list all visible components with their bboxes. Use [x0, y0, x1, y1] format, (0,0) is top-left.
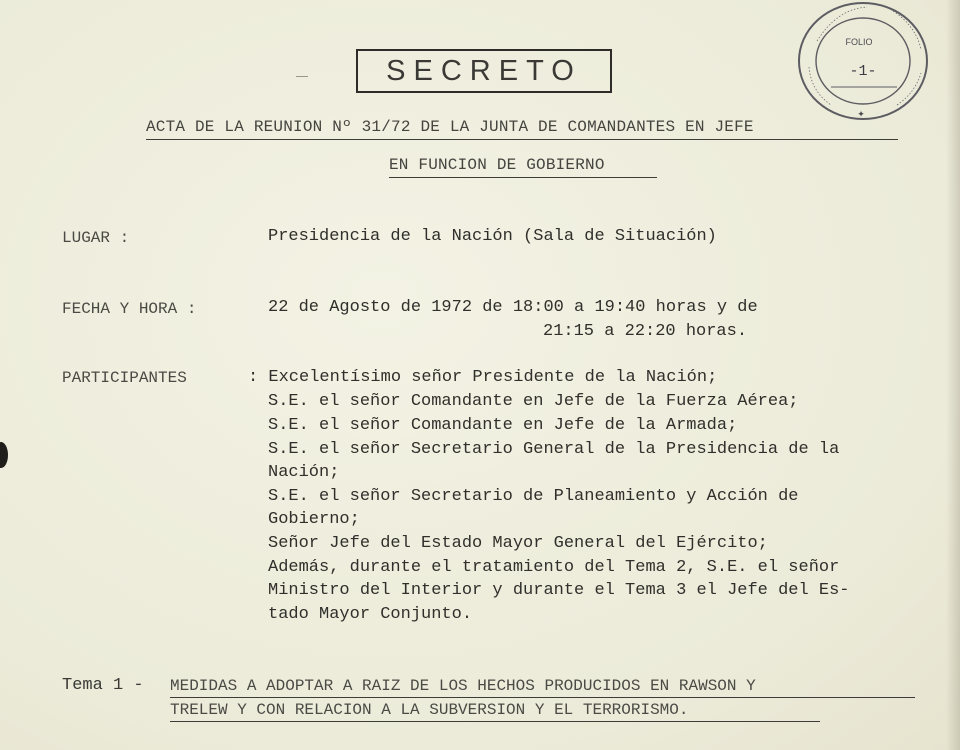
fecha-line-1: 22 de Agosto de 1972 de 18:00 a 19:40 horas y de	[268, 298, 758, 317]
margin-mark	[296, 76, 308, 77]
classification-text: SECRETO	[386, 54, 582, 87]
tema-1-underline-2	[170, 721, 820, 722]
participantes-line: Ministro del Interior y durante el Tema 3 el Jefe del Es-	[268, 581, 850, 600]
participantes-line: S.E. el señor Comandante en Jefe de la Fuerza Aérea;	[268, 392, 799, 411]
participantes-line: Gobierno;	[268, 510, 360, 529]
folio-label: FOLIO	[845, 37, 873, 47]
lugar-label: LUGAR :	[62, 229, 130, 247]
title-underline-1	[146, 139, 898, 140]
title-underline-2	[389, 177, 657, 178]
lugar-value: Presidencia de la Nación (Sala de Situación)	[268, 227, 717, 246]
folio-star-icon: ✦	[857, 109, 865, 119]
fecha-line-2: 21:15 a 22:20 horas.	[543, 322, 748, 341]
fecha-label: FECHA Y HORA :	[62, 300, 197, 318]
tema-1-underline-1	[170, 697, 915, 698]
participantes-label: PARTICIPANTES	[62, 369, 187, 387]
participantes-line: S.E. el señor Secretario de Planeamiento y Acción de	[268, 487, 799, 506]
minutes-subtitle: EN FUNCION DE GOBIERNO	[389, 156, 605, 174]
participantes-line: S.E. el señor Comandante en Jefe de la Armada;	[268, 416, 738, 435]
participantes-line: : Excelentísimo señor Presidente de la Nación;	[248, 368, 718, 387]
participantes-line: Además, durante el tratamiento del Tema 2, S.E. el señor	[268, 558, 840, 577]
minutes-title: ACTA DE LA REUNION Nº 31/72 DE LA JUNTA DE COMANDANTES EN JEFE	[146, 118, 754, 136]
classification-stamp	[356, 49, 612, 93]
page-edge-shadow	[946, 0, 960, 750]
tema-1-heading-line-1: MEDIDAS A ADOPTAR A RAIZ DE LOS HECHOS PRODUCIDOS EN RAWSON Y	[170, 677, 756, 695]
participantes-line: Nación;	[268, 463, 340, 482]
participantes-line: S.E. el señor Secretario General de la Presidencia de la	[268, 440, 840, 459]
folio-seal	[797, 1, 929, 123]
tema-1-heading-line-2: TRELEW Y CON RELACION A LA SUBVERSION Y EL TERRORISMO.	[170, 701, 689, 719]
tema-1-label: Tema 1 -	[62, 676, 144, 695]
folio-number: -1-	[849, 63, 877, 80]
participantes-line: tado Mayor Conjunto.	[268, 605, 473, 624]
participantes-line: Señor Jefe del Estado Mayor General del Ejército;	[268, 534, 768, 553]
